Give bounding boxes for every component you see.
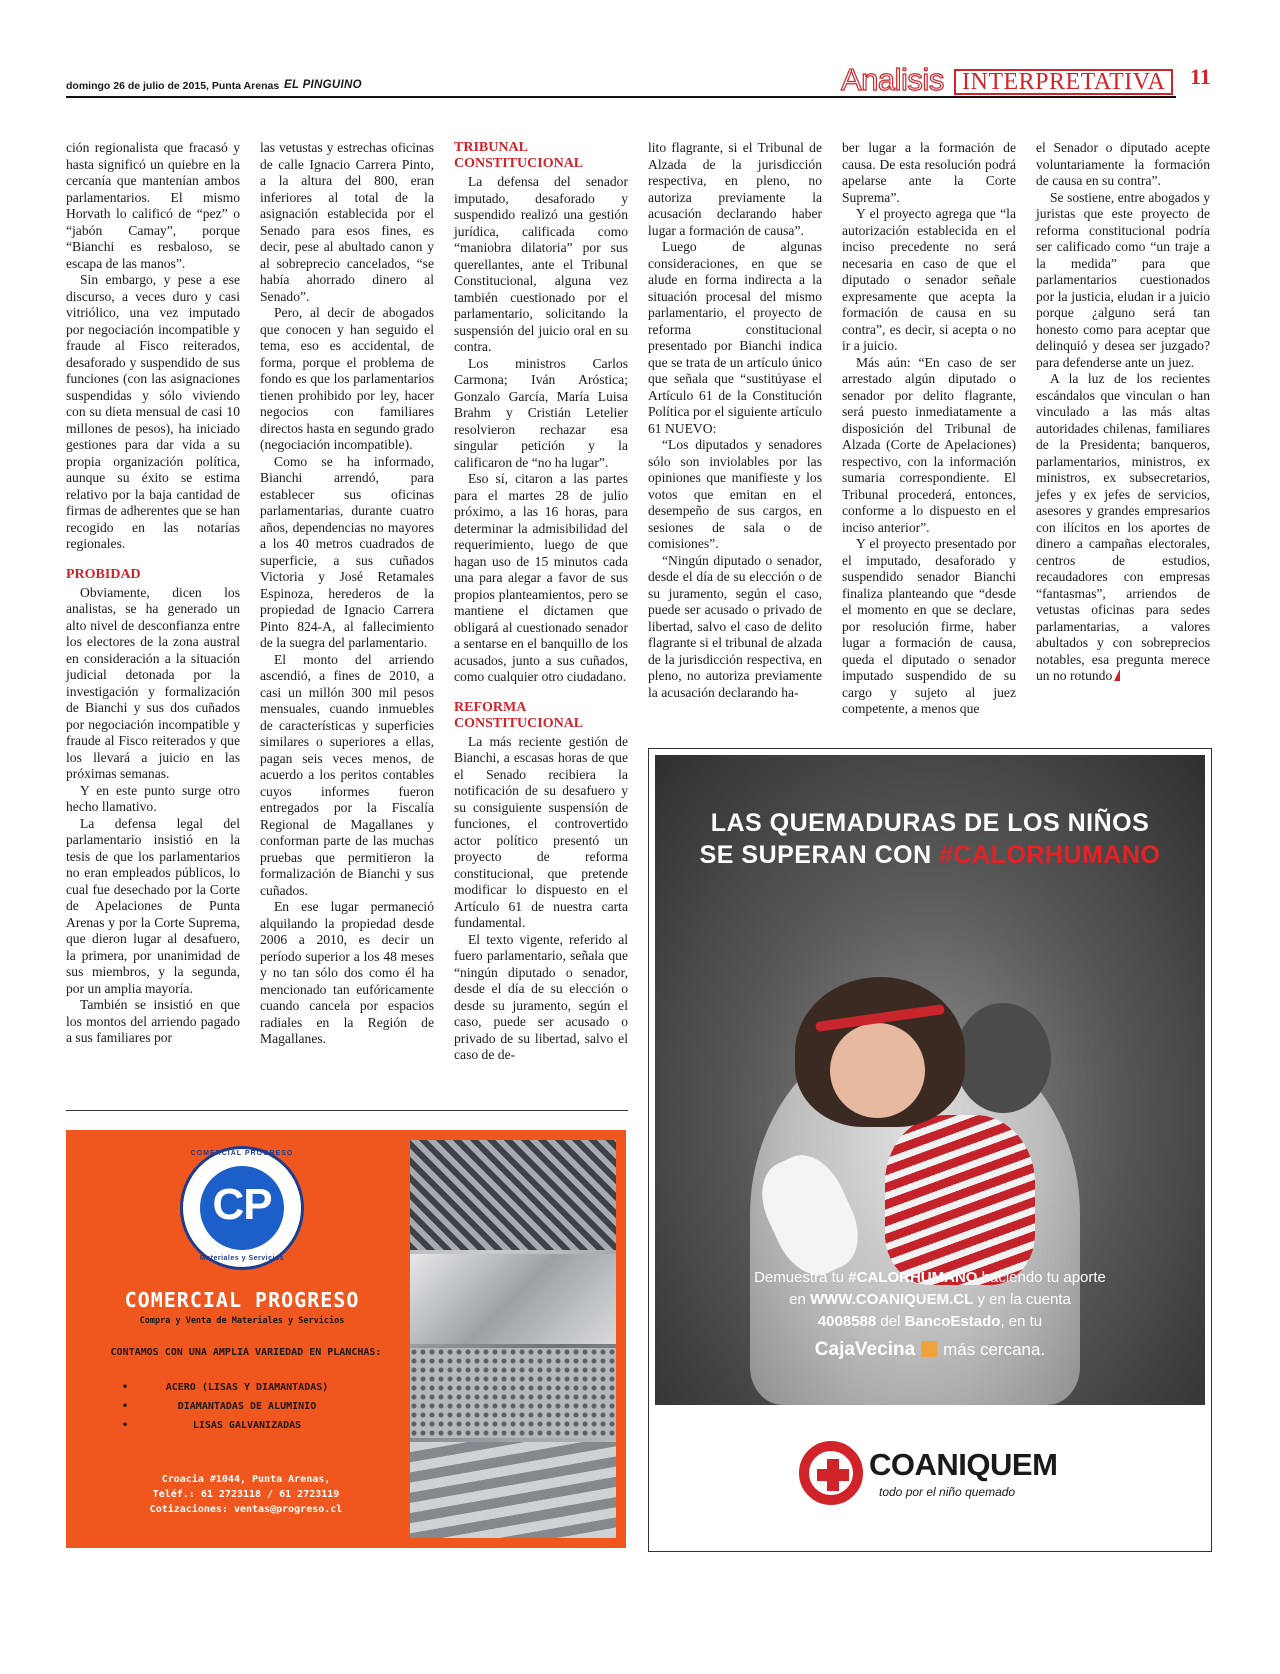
paragraph: Obviamente, dicen los analistas, se ha generado un alto nivel de desconfianza entre los electores de la zona austral en consideración a la situación judicial detonada por la investigación y formalización de Bianchi y sus dos cuñados por negociación incompatible y fraude al Fisco reiterados y que los llevará a juicio en las próximas semanas. bbox=[66, 584, 240, 781]
paragraph: “Ningún diputado o senador, desde el día de su elección o de su juramento, según el caso, puede ser acusado o privado de libertad, salvo el caso de delito flagrante si el tribunal de alzada de la jurisdicción respectiva, en pleno, no autoriza previamente la acusación declarando ha- bbox=[648, 552, 822, 700]
paragraph: las vetustas y estrechas oficinas de calle Ignacio Carrera Pinto, a la altura del 800, eran inferiores al total de la asignación establecida por el Senado para esos fines, es decir, pese al abultado canon y al sobreprecio cancelados, “se había ahorrado dinero al Senado”. bbox=[260, 140, 434, 304]
copy-text: Demuestra tu bbox=[754, 1269, 849, 1286]
paragraph: Eso sí, citaron a las partes para el martes 28 de julio próximo, a las 16 horas, para determinar la admisibilidad del requerimiento, luego de que hagan uso de 15 minutos cada una para alegar a favor de sus propios planteamientos, pero se mantiene el dictamen que obligará al cuestionado senador a sentarse en el banquillo de los acusados, junto a sus cuñados, como cualquier otro ciudadano. bbox=[454, 471, 628, 684]
paragraph: La defensa legal del parlamentario insistió en la tesis de que los parlamentarios no eran empleados públicos, lo cual fue desechado por la Corte de Apelaciones de Punta Arenas y por la Corte Suprema, que dieron lugar al desafuero, la primera, por unanimidad de sus miembros, y la segunda, por un amplia mayoría. bbox=[66, 815, 240, 996]
list-item: • DIAMANTADAS DE ALUMINIO bbox=[122, 1397, 372, 1416]
cp-logo bbox=[180, 1146, 304, 1270]
copy-text: haciendo tu aporte bbox=[977, 1269, 1106, 1286]
coaniquem-website-link[interactable]: WWW.COANIQUEM.CL bbox=[809, 1291, 974, 1308]
bank-name: BancoEstado bbox=[904, 1313, 1001, 1330]
paragraph: Más aún: “En caso de ser arrestado algún diputado o senador por delito flagrante, será puesto inmediatamente a disposición del Tribunal de Alzada (Corte de Apelaciones) respectivo, con la información sumaria correspondiente. El Tribunal procederá, entonces, conforme a lo dispuesto en el inciso anterior”. bbox=[842, 354, 1016, 535]
diamond-plate-photo bbox=[410, 1348, 616, 1438]
girl-face bbox=[830, 1023, 925, 1118]
paragraph: “Los diputados y senadores sólo son inviolables por las opiniones que manifieste y los votos que emitan en el desempeño de sus cargos, en sesiones de sala o de comisiones”. bbox=[648, 437, 822, 551]
cajavecina-line bbox=[655, 1339, 1205, 1361]
page-number: 11 bbox=[1190, 64, 1211, 89]
headline-hashtag: #CALORHUMANO bbox=[939, 841, 1161, 869]
flat-sheet-photo bbox=[410, 1254, 616, 1344]
copy-hashtag: #CALORHUMANO bbox=[848, 1269, 978, 1286]
cp-metal-sheets-photo bbox=[410, 1140, 616, 1538]
copy-text: , en tu bbox=[1000, 1313, 1043, 1330]
copy-line-1 bbox=[655, 1267, 1205, 1289]
copy-text: y en la cuenta bbox=[973, 1291, 1071, 1308]
cp-logo-ring-bottom: Materiales y Servicios bbox=[199, 1255, 285, 1262]
subheading-reforma-constitucional: REFORMA CONSTITUCIONAL bbox=[454, 699, 584, 731]
coaniquem-logo bbox=[799, 1439, 1099, 1519]
coaniquem-photo bbox=[655, 755, 1205, 1405]
paragraph: ber lugar a la formación de causa. De esta resolución podrá apelarse ante la Corte Suprema”. bbox=[842, 140, 1016, 205]
cajavecina-name: CajaVecina bbox=[814, 1339, 916, 1360]
paragraph: lito flagrante, si el Tribunal de Alzada de la jurisdicción respectiva, en pleno, no autoriza previamente la acusación declarando haber lugar a formación de causa”. bbox=[648, 140, 822, 238]
expanded-metal-photo bbox=[410, 1140, 616, 1250]
copy-line-2 bbox=[655, 1289, 1205, 1311]
coaniquem-copy bbox=[655, 1267, 1205, 1333]
paragraph: Los ministros Carlos Carmona; Iván Aróstica; Gonzalo García, María Luisa Brahm y Cristián Letelier resolvieron rechazar esa singular petición y la calificaron de “no ha lugar”. bbox=[454, 355, 628, 470]
copy-line-3 bbox=[655, 1311, 1205, 1333]
coaniquem-cross-icon bbox=[799, 1441, 863, 1505]
section-label-interpretativa: INTERPRETATIVA bbox=[954, 69, 1173, 95]
bancoestado-logo-icon bbox=[921, 1341, 937, 1357]
cp-logo-ring-top: COMERCIAL PROGRESO bbox=[190, 1150, 294, 1157]
paragraph: Y el proyecto presentado por el imputado, desaforado y suspendido senador Bianchi finaliza planteando que “desde el momento en que se declare, por resolución firme, haber lugar a formación de causa, queda el diputado o senador imputado suspendido de su cargo y sujeto al juez competente, a menos que bbox=[842, 536, 1016, 716]
page-header bbox=[66, 64, 1216, 102]
article-column-2 bbox=[260, 140, 434, 1048]
cp-logo-letters: CP bbox=[212, 1180, 272, 1229]
cp-product-list bbox=[122, 1378, 372, 1435]
end-mark-icon bbox=[1114, 669, 1120, 681]
issue-date: domingo 26 de julio de 2015, Punta Arenas bbox=[66, 80, 280, 92]
account-number: 4008588 bbox=[817, 1313, 877, 1330]
paragraph: En ese lugar permaneció alquilando la propiedad desde 2006 a 2010, es decir un período superior a los 48 meses y no tan sólo dos como él ha mencionado tan eufóricamente cuando cancela por espacios radiales en la Región de Magallanes. bbox=[260, 899, 434, 1046]
sheet-stack-photo bbox=[410, 1442, 616, 1538]
ad-comercial-progreso[interactable] bbox=[66, 1130, 626, 1548]
copy-text: del bbox=[876, 1313, 905, 1330]
paragraph: Pero, al decir de abogados que conocen y han seguido el tema, eso es accidental, de forma, porque el problema de fondo es que los parlamentarios tienen prohibido por ley, hacer negocios con familiares directos hasta en segundo grado (negociación incompatible). bbox=[260, 305, 434, 452]
cp-company-subtitle: Compra y Venta de Materiales y Servicios bbox=[139, 1316, 345, 1326]
paragraph: Se sostiene, entre abogados y juristas que este proyecto de reforma constitucional podría ser calificado como “un traje a la medida” para que parlamentarios cuestionados por la justicia, eludan ir a juicio porque ¿alguno será tan honesto como para aceptar que delinquió y desea ser juzgado? para defenderse ante un juez. bbox=[1036, 189, 1210, 370]
article-column-3 bbox=[454, 140, 628, 1064]
list-item: • LISAS GALVANIZADAS bbox=[122, 1416, 372, 1435]
coaniquem-logo-name: COANIQUEM bbox=[869, 1447, 1058, 1482]
paragraph-final bbox=[1036, 371, 1210, 685]
newspaper-name: EL PINGUINO bbox=[284, 79, 362, 91]
adult-head bbox=[955, 1003, 1051, 1113]
headline-line-1: LAS QUEMADURAS DE LOS NIÑOS bbox=[710, 809, 1150, 837]
paragraph: La más reciente gestión de Bianchi, a escasas horas de que el Senado recibiera la notificación de su desafuero y su consiguiente suspensión de funciones, el controvertido actor político presentó un proyecto de reforma constitucional, que pretende modificar lo dispuesto en el Artículo 61 de nuestra carta fundamental. bbox=[454, 733, 628, 930]
section-divider bbox=[66, 1110, 628, 1111]
coaniquem-headline bbox=[655, 807, 1205, 871]
headline-line-2-text: SE SUPERAN CON bbox=[699, 841, 940, 869]
article-column-1 bbox=[66, 140, 240, 1047]
cp-contact bbox=[96, 1472, 396, 1517]
cp-logo-badge bbox=[197, 1163, 287, 1253]
cp-company-name: COMERCIAL PROGRESO bbox=[124, 1288, 360, 1312]
paragraph: Y en este punto surge otro hecho llamativo. bbox=[66, 782, 240, 814]
list-item: • ACERO (LISAS Y DIAMANTADAS) bbox=[122, 1378, 372, 1397]
cajavecina-tail: más cercana. bbox=[943, 1340, 1046, 1359]
cp-phones: Teléf.: 61 2723118 / 61 2723119 bbox=[152, 1489, 340, 1500]
ad-coaniquem[interactable] bbox=[648, 748, 1212, 1552]
paragraph: Como se ha informado, Bianchi arrendó, para establecer sus oficinas parlamentarias, durante cuatro años, dependencias no mayores a los 40 metros cuadrados de superficie, a sus cuñados Victoria y José Retamales Espinoza, herederos de la propiedad de Ignacio Carrera Pinto 824-A, al fallecimiento de la suegra del parlamentario. bbox=[260, 453, 434, 650]
paragraph-final-text: A la luz de los recientes escándalos que vinculan o han vinculado a las más altas autoridades chilenas, familiares de la Presidenta; banqueros, parlamentarios, ministros, ex ministros, ex subsecretarios, jefes y ex jefes de servicios, asesores y grandes empresarios con ilícitos en los aportes de dinero a campañas electorales, centros de estudios, recaudadores con empresas “fantasmas”, arriendos de vetustas oficinas para sedes parlamentarias, a valores abultados y con sobreprecios notables, esa pregunta merece un no rotundo bbox=[1036, 371, 1210, 683]
cp-offer-text: CONTAMOS CON UNA AMPLIA VARIEDAD EN PLANCHAS: bbox=[110, 1347, 382, 1358]
article-column-6 bbox=[1036, 140, 1210, 685]
cp-address: Croacia #1044, Punta Arenas, bbox=[161, 1474, 331, 1485]
subheading-tribunal-constitucional: TRIBUNAL CONSTITUCIONAL bbox=[454, 140, 584, 171]
paragraph: Y el proyecto agrega que “la autorización establecida en el inciso precedente no será necesaria en caso de que el diputado o senador señale expresamente que acepta la formación de causa en su contra”, es decir, si acepta o no ir a juicio. bbox=[842, 206, 1016, 353]
girl-striped-shirt bbox=[885, 1115, 1035, 1285]
paragraph: el Senador o diputado acepte voluntariamente la formación de causa en su contra”. bbox=[1036, 140, 1210, 188]
paragraph: La defensa del senador imputado, desaforado y suspendido realizó una gestión jurídica, calificada como “maniobra dilatoria” por sus querellantes, ante el Tribunal Constitucional, alguna vez también cuestionado por el parlamentario, solicitando la suspensión del juicio oral en su contra. bbox=[454, 174, 628, 354]
article-column-4 bbox=[648, 140, 822, 701]
cp-email: Cotizaciones: ventas@progreso.cl bbox=[149, 1504, 343, 1515]
header-rule bbox=[66, 96, 1176, 98]
subheading-probidad: PROBIDAD bbox=[66, 566, 141, 582]
article-column-5 bbox=[842, 140, 1016, 718]
section-label-analisis: Analisis bbox=[841, 62, 944, 97]
paragraph: El monto del arriendo ascendió, a fines de 2010, a casi un millón 300 mil pesos mensuales, cuando inmuebles de características y superficies similares o superiores a ellas, pagan seis veces menos, de acuerdo a los peritos contables cuyos informes fueron entregados por la Fiscalía Regional de Magallanes y conforman parte de las muchas pruebas que permitieron la formalización de Bianchi y sus cuñados. bbox=[260, 651, 434, 898]
paragraph: También se insistió en que los montos del arriendo pagado a sus familiares por bbox=[66, 997, 240, 1045]
coaniquem-logo-tagline: todo por el niño quemado bbox=[879, 1485, 1016, 1499]
copy-text: en bbox=[789, 1291, 810, 1308]
paragraph: Luego de algunas consideraciones, en que se alude en forma indirecta a la situación procesal del mismo parlamentario, el proyecto de reforma constitucional presentado por Bianchi indica que se trata de un artículo único que señala que “sustitúyase el Artículo 61 de la Constitución Política por el siguiente artículo 61 NUEVO: bbox=[648, 239, 822, 436]
paragraph: Sin embargo, y pese a ese discurso, a veces duro y casi vitriólico, una vez imputado por negociación incompatible y fraude al Fisco reiterados, desaforado y suspendido de sus funciones (con las asignaciones suspendidas y sólo viviendo con su dieta mensual de casi 10 millones de pesos), ha iniciado gestiones para dar vida a su propia organización política, aunque su éxito se estima relativo por la baja cantidad de firmas de adherentes que se han recogido en las notarías regionales. bbox=[66, 272, 240, 551]
paragraph: El texto vigente, referido al fuero parlamentario, señala que “ningún diputado o senador, desde el día de su elección o desde su juramento, según el caso, puede ser acusado o privado de su libertad, salvo el caso de de- bbox=[454, 931, 628, 1062]
headline-line-2 bbox=[655, 839, 1205, 871]
paragraph: ción regionalista que fracasó y hasta significó un quiebre en la cercanía que mantenían ambos parlamentarios. El mismo Horvath lo calificó de “pez” o “jabón Camay”, porque “Bianchi es resbaloso, se escapa de las manos”. bbox=[66, 140, 240, 271]
